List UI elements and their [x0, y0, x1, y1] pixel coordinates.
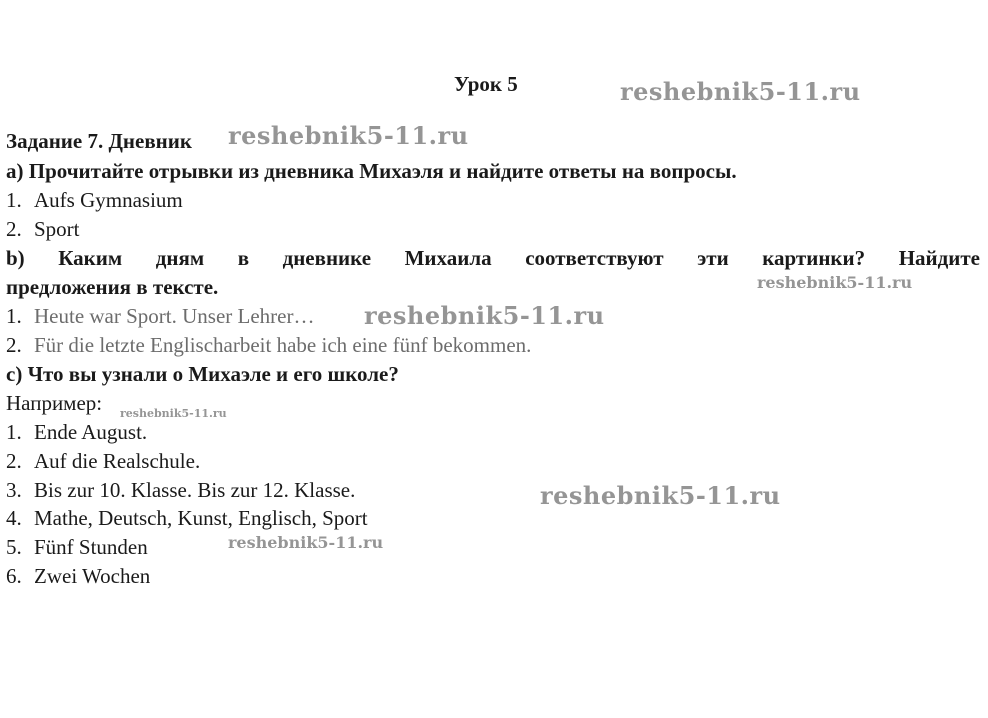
part-c-prompt: с) Что вы узнали о Михаэле и его школе?	[6, 362, 399, 386]
watermark: reshebnik5-11.ru	[120, 407, 227, 420]
prompt-word: Михаила	[404, 246, 492, 270]
answer-text: Sport	[34, 217, 80, 241]
watermark: reshebnik5-11.ru	[620, 77, 861, 106]
item-number: 3.	[6, 478, 22, 502]
part-b-prompt-line-1	[6, 244, 980, 272]
part-a-prompt: а) Прочитайте отрывки из дневника Михаэля и найдите ответы на вопросы.	[6, 159, 737, 183]
watermark: reshebnik5-11.ru	[228, 533, 384, 552]
watermark: reshebnik5-11.ru	[540, 481, 781, 510]
part-a-answer-1	[6, 186, 183, 214]
prompt-word: соответствуют	[525, 246, 664, 270]
item-number: 2.	[6, 449, 22, 473]
part-c-answer-6	[6, 562, 150, 590]
answer-text: Auf die Realschule.	[34, 449, 201, 473]
part-b-answer-2	[6, 331, 531, 359]
prompt-word: Найдите	[898, 246, 980, 270]
answer-text: Fünf Stunden	[34, 535, 148, 559]
part-a-answer-2	[6, 215, 80, 243]
part-b-answer-1	[6, 302, 315, 330]
answer-text: Bis zur 10. Klasse. Bis zur 12. Klasse.	[34, 478, 356, 502]
part-b-prompt-line-2: предложения в тексте.	[6, 275, 219, 299]
watermark: reshebnik5-11.ru	[757, 273, 913, 292]
example-label: Например:	[6, 391, 103, 415]
answer-text: Heute war Sport. Unser Lehrer…	[34, 304, 315, 328]
part-c-answer-5	[6, 533, 148, 561]
part-c-answer-3	[6, 476, 355, 504]
answer-text: Aufs Gymnasium	[34, 188, 183, 212]
prompt-word: картинки?	[762, 246, 866, 270]
item-number: 1.	[6, 420, 22, 444]
item-number: 2.	[6, 217, 22, 241]
part-c-answer-1	[6, 418, 147, 446]
prompt-word: дневнике	[282, 246, 372, 270]
watermark: reshebnik5-11.ru	[364, 301, 605, 330]
lesson-title: Урок 5	[454, 72, 518, 96]
prompt-word: в	[237, 246, 250, 270]
prompt-word: дням	[155, 246, 205, 270]
answer-text: Zwei Wochen	[34, 564, 151, 588]
part-c-answer-2	[6, 447, 200, 475]
task-title: Задание 7. Дневник	[6, 129, 192, 153]
answer-text: Für die letzte Englischarbeit habe ich eine fünf bekommen.	[34, 333, 532, 357]
prompt-word: b)	[6, 246, 25, 270]
item-number: 6.	[6, 564, 22, 588]
prompt-word: эти	[697, 246, 729, 270]
item-number: 5.	[6, 535, 22, 559]
item-number: 1.	[6, 188, 22, 212]
answer-text: Mathe, Deutsch, Kunst, Englisch, Sport	[34, 506, 368, 530]
watermark: reshebnik5-11.ru	[228, 121, 469, 150]
item-number: 4.	[6, 506, 22, 530]
item-number: 1.	[6, 304, 22, 328]
prompt-word: Каким	[58, 246, 123, 270]
answer-text: Ende August.	[34, 420, 148, 444]
part-c-answer-4	[6, 504, 368, 532]
item-number: 2.	[6, 333, 22, 357]
